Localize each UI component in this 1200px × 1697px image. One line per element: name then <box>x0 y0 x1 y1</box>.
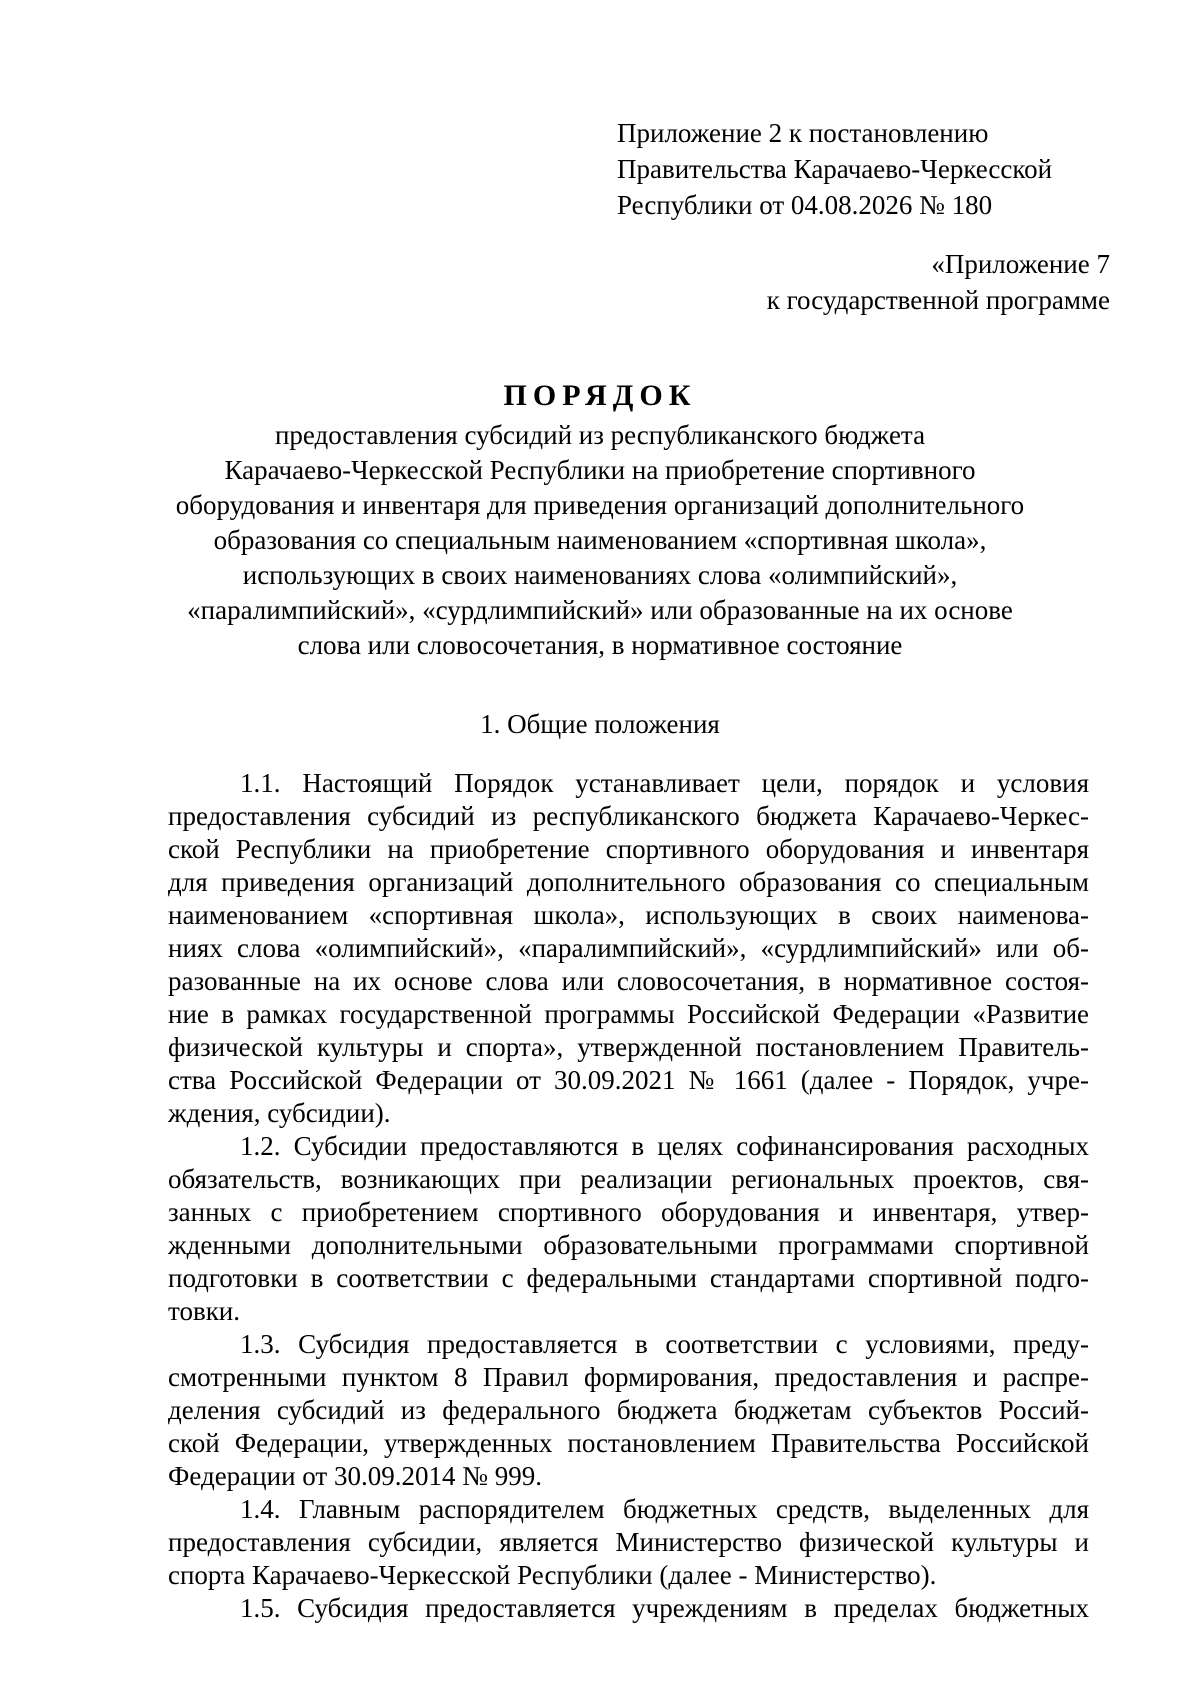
paragraph-line: 1.3. Субсидия предоставляется в соответствии с условиями, преду- <box>240 1329 1089 1359</box>
program-appendix-reference <box>610 246 1110 318</box>
paragraph <box>168 1493 1089 1592</box>
program-appendix-line: «Приложение 7 <box>931 249 1110 279</box>
appendix-line: Правительства Карачаево-Черкесской <box>617 154 1053 184</box>
paragraph-line: занных с приобретением спортивного оборудования и инвентаря, утвер- <box>168 1197 1089 1227</box>
paragraph-line: деления субсидий из федерального бюджета бюджетам субъектов Россий- <box>168 1395 1089 1425</box>
paragraph-line: 1.2. Субсидии предоставляются в целях софинансирования расходных <box>240 1131 1089 1161</box>
subtitle-line: предоставления субсидий из республиканского бюджета <box>274 420 926 450</box>
paragraph-line: спорта Карачаево-Черкесской Республики (далее - Министерство). <box>168 1560 937 1590</box>
paragraph <box>168 1328 1089 1493</box>
paragraph-line: смотренными пунктом 8 Правил формирования, предоставления и распре- <box>168 1362 1089 1392</box>
paragraph-line: 1.1. Настоящий Порядок устанавливает цели, порядок и условия <box>240 768 1089 798</box>
paragraph-line: наименованием «спортивная школа», использующих в своих наименова- <box>168 900 1089 930</box>
paragraph-line: ской Республики на приобретение спортивного оборудования и инвентаря <box>168 834 1089 864</box>
paragraph-line: для приведения организаций дополнительного образования со специальным <box>168 867 1089 897</box>
paragraph-line: обязательств, возникающих при реализации региональных проектов, свя- <box>168 1164 1089 1194</box>
section-heading: 1. Общие положения <box>480 709 720 739</box>
paragraph <box>168 1592 1089 1625</box>
paragraph-line: Федерации от 30.09.2014 № 999. <box>168 1461 542 1491</box>
appendix-line: Приложение 2 к постановлению <box>617 118 989 148</box>
subtitle-line: слова или словосочетания, в нормативное состояние <box>297 630 903 660</box>
paragraph <box>168 1130 1089 1328</box>
paragraph-line: предоставления субсидий из республиканского бюджета Карачаево-Черкес- <box>168 801 1089 831</box>
appendix-line: Республики от 04.08.2026 № 180 <box>617 190 993 220</box>
subtitle-line: образования со специальным наименованием «спортивная школа», <box>213 525 987 555</box>
paragraph-line: ства Российской Федерации от 30.09.2021 № 1661 (далее - Порядок, учре- <box>168 1065 1089 1095</box>
document-title: ПОРЯДОК <box>503 379 697 412</box>
subtitle-line: «паралимпийский», «сурдлимпийский» или образованные на их основе <box>187 595 1013 625</box>
paragraph-line: предоставления субсидии, является Министерство физической культуры и <box>168 1527 1089 1557</box>
body-text <box>168 767 1089 1625</box>
appendix-reference <box>617 115 1177 223</box>
paragraph-line: подготовки в соответствии с федеральными стандартами спортивной подго- <box>168 1263 1089 1293</box>
paragraph-line: ниях слова «олимпийский», «паралимпийский», «сурдлимпийский» или об- <box>168 933 1089 963</box>
program-appendix-line: к государственной программе <box>766 285 1110 315</box>
paragraph-line: ской Федерации, утвержденных постановлением Правительства Российской <box>168 1428 1089 1458</box>
subtitle-line: Карачаево-Черкесской Республики на приобретение спортивного <box>224 455 976 485</box>
paragraph-line: товки. <box>168 1296 241 1326</box>
subtitle-line: оборудования и инвентаря для приведения организаций дополнительного <box>175 490 1025 520</box>
document-subtitle <box>120 418 1080 663</box>
subtitle-line: использующих в своих наименованиях слова «олимпийский», <box>242 560 958 590</box>
paragraph-line: ждения, субсидии). <box>168 1098 391 1128</box>
paragraph-line: физической культуры и спорта», утвержденной постановлением Правитель- <box>168 1032 1089 1062</box>
paragraph-line: ние в рамках государственной программы Российской Федерации «Развитие <box>168 999 1089 1029</box>
paragraph-line: разованные на их основе слова или словосочетания, в нормативное состоя- <box>168 966 1089 996</box>
paragraph <box>168 767 1089 1130</box>
paragraph-line: 1.5. Субсидия предоставляется учреждениям в пределах бюджетных <box>240 1593 1089 1623</box>
paragraph-line: жденными дополнительными образовательными программами спортивной <box>168 1230 1089 1260</box>
paragraph-line: 1.4. Главным распорядителем бюджетных средств, выделенных для <box>240 1494 1089 1524</box>
